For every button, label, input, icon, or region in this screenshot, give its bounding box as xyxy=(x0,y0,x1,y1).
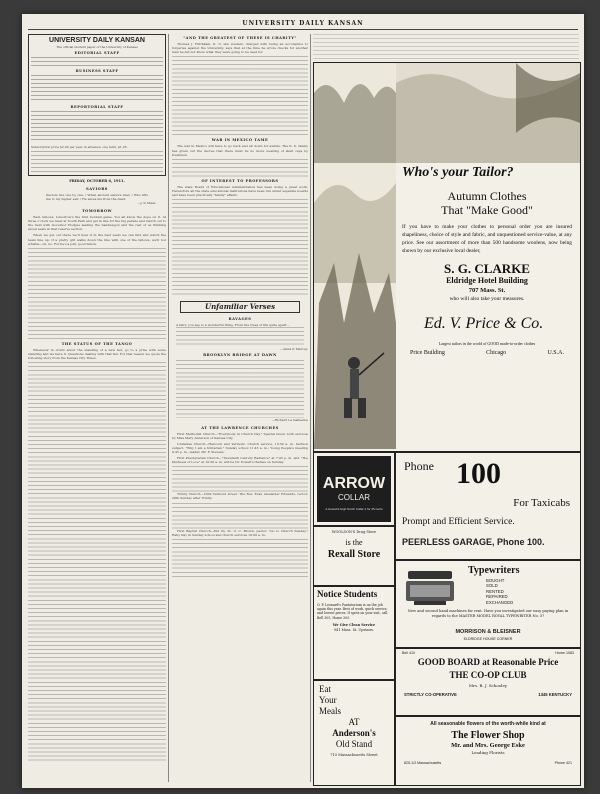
tomorrow-paragraph: When we get out there we'll hear it in the best seats we can find and watch the team line up. If a pretty girl walks down the line with one of the fellows, we'll not whistle—oh, no. For he's a jolly good fellow. xyxy=(28,233,166,246)
service-sold: SOLD xyxy=(486,583,498,589)
brooklyn-author: —Richard Le Gallienne xyxy=(271,417,308,422)
taxicab-ad xyxy=(395,452,581,560)
reportorial-staff-heading: REPORTORIAL STAFF xyxy=(70,105,124,110)
arrow-sub: COLLAR xyxy=(337,493,370,502)
professors-title: OF INTEREST TO PROFESSORS xyxy=(201,178,279,183)
churches-body xyxy=(172,539,308,579)
ravages-poem: A fairy, you say, is a wonderful thing, From the trees of life quite apart... xyxy=(176,323,290,328)
paper-subtitle: The official student paper of the University of Kansas xyxy=(56,45,138,49)
taxi-company: PEERLESS GARAGE, Phone 100. xyxy=(402,537,545,547)
staff-box xyxy=(28,34,166,176)
column-articles xyxy=(172,34,308,782)
make-good-headline: That "Make Good" xyxy=(441,203,533,217)
service-repaired: REPAIRED xyxy=(486,594,508,600)
staff-list xyxy=(31,75,163,103)
tomorrow-paragraph: Well, fellows, tomorrow's the first football game. You all know the dope on it. At three o'clock we meet at South Park and get in line for the big parade and march out to the field with Governor Hodges leading the bandwagon and the rest of us thinking about seats in that reserve section. xyxy=(28,215,166,232)
flower-footer xyxy=(396,755,580,765)
notice-body: O. P. Leonard's Pantatorium is on the job again this year. Best of work, quick service, and lowest prices. If spots on your suit, call Bell 305, Home 305. xyxy=(317,603,388,620)
masthead-rule xyxy=(28,29,578,30)
ad-copy xyxy=(402,165,572,358)
arrow-detail: A Graceful High Notch Collar 2 for 25 cents xyxy=(325,507,383,511)
notice-address: 941 Mass. St. Upstairs. xyxy=(333,627,375,632)
tomorrow-title: TOMORROW xyxy=(81,208,113,213)
typewriters-body: New and second hand machines for rent. Have you investigated our easy paying plan in regards to the MASTER MODEL ROYAL TYPEWRITER No. 5? xyxy=(407,609,569,618)
issue-date: FRIDAY, OCTOBER 6, 1911. xyxy=(69,179,125,184)
unfamiliar-verses-heading: Unfamiliar Verses xyxy=(180,301,300,313)
typewriter-illustration xyxy=(404,567,456,607)
anderson-address: 715 Massachusetts Street xyxy=(330,753,378,757)
brooklyn-title: BROOKLYN BRIDGE AT DAWN xyxy=(203,353,277,358)
autumn-headline: Autumn Clothes xyxy=(447,189,527,203)
anderson-name: Anderson's xyxy=(332,728,376,738)
church-listing: First Methodist Church—"Everybody in Church Day." Special music both services by Miss Mary Anderson of Kansas City. xyxy=(172,431,308,440)
anderson-line: Eat xyxy=(319,684,331,694)
church-listing: Trinity Church—1009 Vermont street. The Rev. Evan Alexander Edwards, rector; 28th Sunday after Trinity. xyxy=(172,492,308,501)
tailor-country: U.S.A. xyxy=(547,350,564,356)
notice-slogan: We Give Clean Service xyxy=(332,622,376,627)
professors-paragraph: The state Board of Educational Administration has been doing a great work. Heretofore all the state educational institutions have been run under separate boards and have been practically "family" affairs. xyxy=(172,184,308,198)
page-masthead: UNIVERSITY DAILY KANSAN xyxy=(242,20,364,27)
ravages-body xyxy=(176,327,304,347)
tailor-body: If you have to make your clothes to personal order you are insured shapeliness, choice of style and fabric, and unquestioned service-value, at any price. See our assortment of more than 500 handsome woolens, now being shown by our exclusive local dealer, xyxy=(402,224,572,254)
tango-body xyxy=(28,362,166,762)
staff-list xyxy=(31,57,163,67)
flower-phone: Phone 421 xyxy=(554,761,572,765)
landscape-graphic xyxy=(396,63,580,163)
coop-phone-home: Home 1083 xyxy=(555,651,574,655)
dealer-tagline: who will also take your measures. xyxy=(449,296,525,302)
taxi-number: 100 xyxy=(456,457,501,490)
price-building: Price Building xyxy=(410,350,445,356)
typewriters-ad xyxy=(395,560,581,648)
war-body xyxy=(172,159,308,177)
dealer-name: S. G. CLARKE xyxy=(444,261,530,276)
hunting-illustration xyxy=(314,63,396,449)
church-listing: First Presbyterian Church—"Twentieth Century Radiance" at 7:45 p. m. and "The Kindness of Love" at 10:30 a. m. will be Dr. Powell's themes on Sunday. xyxy=(172,456,308,465)
service-rented: RENTED xyxy=(486,588,504,594)
taxi-tagline: Prompt and Efficient Service. xyxy=(402,517,515,527)
typewriters-services xyxy=(486,578,513,605)
paper-title: UNIVERSITY DAILY KANSAN xyxy=(49,37,145,44)
arrow-collar-ad xyxy=(313,452,395,526)
business-staff-heading: BUSINESS STAFF xyxy=(75,69,119,74)
tango-paragraph: Whenever in doubt about the standing of a new fad, go to a prize with some standing and we have it. Questions dealing with that fad. For that reason we quote the following story from the Kansas City Times. xyxy=(28,347,166,360)
staff-list xyxy=(31,111,163,143)
notice-students-ad xyxy=(313,586,395,680)
churches-body xyxy=(172,466,308,492)
anderson-line: Old Stand xyxy=(335,739,373,749)
coop-footer-left: STRICTLY CO-OPERATIVE xyxy=(404,692,457,697)
brooklyn-body xyxy=(176,360,304,418)
column-editorial xyxy=(28,34,166,782)
anderson-copy xyxy=(314,681,394,753)
tailor-footer: Largest tailors in the world of GOOD made-to-order clothes xyxy=(438,341,536,346)
taxi-service: For Taxicabs xyxy=(513,497,570,509)
anderson-ad xyxy=(313,680,395,786)
coop-name: THE CO-OP CLUB xyxy=(449,670,527,680)
ravages-author: —Anna P. Marvey. xyxy=(280,347,308,352)
arrow-brand: ARROW xyxy=(322,475,386,492)
dealer-location: Eldridge Hotel Building xyxy=(446,276,528,285)
typewriters-title: Typewriters xyxy=(468,565,520,576)
clarke-tailor-ad xyxy=(313,62,581,452)
rexall-is-the: is the xyxy=(345,538,363,547)
charity-title: "AND THE GREATEST OF THESE IS CHARITY" xyxy=(183,36,297,40)
charity-body xyxy=(172,56,308,136)
anderson-line: Your xyxy=(319,695,337,705)
charity-paragraph: Thomas J. Hitchkam, K. U. law student, charged with being an accomplice to forgeries against the University, says that at the time he wrote checks for another man he did not know what they were going to be used for. xyxy=(172,42,308,55)
column-divider xyxy=(168,34,169,782)
tango-title: THE STATUS OF THE TANGO xyxy=(61,341,133,346)
saviors-author: —J. P. Shaw. xyxy=(137,200,156,205)
war-paragraph: The war in Mexico will have to go back and sit down for awhile. The K. U. family has given out the decree that there must be no more wearing of skull caps by freshmen. xyxy=(172,144,308,157)
typewriters-dealer: MORRISON & BLEISNER xyxy=(455,629,521,635)
subscription-note: Subscription price $2.00 per year, in advance; one term, $1.25. xyxy=(31,145,128,150)
flower-sub: Leading Florists xyxy=(471,750,505,755)
notice-title: Notice Students xyxy=(317,589,378,599)
professors-body xyxy=(172,199,308,297)
anderson-line: Meals xyxy=(319,706,341,716)
church-listing: First Baptist Church—801 Ky. St. O. C. Brown, pastor. "Go to Church Sunday." Rally Day in Sunday school and church services 10:00 a. m. xyxy=(172,528,308,537)
flower-headline: All seasonable flowers of the worth-while kind at xyxy=(430,721,546,727)
churches-title: AT THE LAWRENCE CHURCHES xyxy=(201,425,279,430)
tailor-slogan: Who's your Tailor? xyxy=(402,165,514,180)
coop-phones xyxy=(396,649,580,657)
illustration-graphic xyxy=(314,63,396,449)
signature-logo: Ed. V. Price & Co. xyxy=(424,315,544,332)
tomorrow-body xyxy=(28,248,166,340)
anderson-line: AT xyxy=(348,717,360,727)
flower-address: 825-1/2 Massachusetts xyxy=(404,761,442,765)
notice-text xyxy=(31,151,163,173)
tailor-city: Chicago xyxy=(486,350,507,356)
rexall-store-line: WOOLSON'S Drug Store xyxy=(331,530,377,534)
coop-footer-right: 1345 KENTUCKY xyxy=(538,692,572,697)
typewriters-location: ELDRIDGE HOUSE CORNER xyxy=(463,637,513,641)
coop-headline: GOOD BOARD at Reasonable Price xyxy=(417,657,559,667)
service-exchanged: EXCHANGED xyxy=(486,599,514,605)
typewriter-icon xyxy=(404,567,456,607)
flower-owners: Mr. and Mrs. George Eske xyxy=(451,742,525,749)
hunting-landscape xyxy=(396,63,580,163)
column-divider xyxy=(310,34,311,782)
coop-club-ad xyxy=(395,648,581,716)
ravages-title: RAVAGES xyxy=(228,317,252,322)
rexall-ad xyxy=(313,526,395,586)
column3-top-text xyxy=(313,34,579,60)
service-bought: BOUGHT xyxy=(486,578,505,583)
tailor-address-line xyxy=(402,349,572,358)
saviors-poem: Saviors live one by one, / When ancient saviors bled, / Who lifts me to my higher self, / He saves me from the dead. xyxy=(46,192,148,201)
dealer-address: 707 Mass. St. xyxy=(468,287,506,294)
church-listing: Unitarian Church—Hancock and Vermont. Church service, 10:30 a. m. Sermon subject, "Why I am a Unitarian." Sunday school 11:45 a. m.; Young People's meeting 6:45 p. m., leader, Mr. F. Stevens. xyxy=(172,441,308,455)
editorial-staff-heading: EDITORIAL STAFF xyxy=(74,51,120,56)
coop-manager: Mrs. B. J. Schooley xyxy=(468,683,508,688)
war-title: WAR IN MEXICO TAME xyxy=(211,138,269,143)
churches-body xyxy=(172,503,308,529)
coop-phone-bell: Bell 410 xyxy=(402,651,415,655)
rexall-name: Rexall Store xyxy=(327,549,381,560)
coop-footer xyxy=(396,688,580,701)
flower-shop-ad xyxy=(395,716,581,786)
taxi-phone-word: Phone xyxy=(404,459,434,473)
newspaper-page xyxy=(22,14,584,788)
saviors-title: SAVIORS xyxy=(86,186,108,191)
flower-name: The Flower Shop xyxy=(451,730,525,741)
